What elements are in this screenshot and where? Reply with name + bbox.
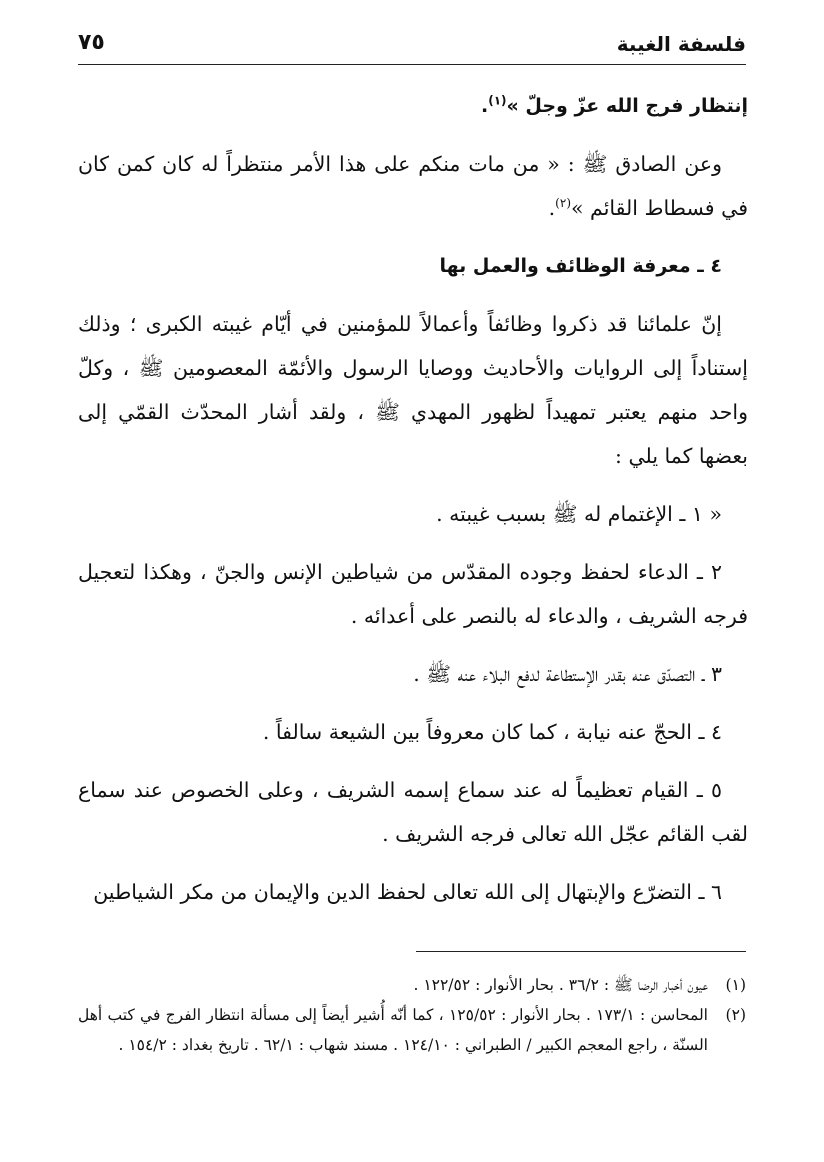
footnote-ref-2[interactable]: (٢) <box>555 196 571 211</box>
list-item-3: ٣ ـ التصدّق عنه بقدر الإستطاعة لدفع البلاء عنه ﷺ . <box>413 662 722 686</box>
page-number: ٧٥ <box>78 30 105 55</box>
running-header <box>78 28 746 64</box>
footnote-divider <box>416 951 746 952</box>
footnote-2 <box>78 1000 746 1060</box>
list-item-5: ٥ ـ القيام تعظيماً له عند سماع إسمه الشريف ، وعلى الخصوص عند سماع لقب القائم عجّل الله تعالى فرجه الشريف . <box>78 778 748 846</box>
footnotes <box>78 970 746 1060</box>
header-divider <box>78 64 746 65</box>
main-text <box>78 84 748 914</box>
footnote-number: (١) <box>725 976 746 994</box>
list-item-2: ٢ ـ الدعاء لحفظ وجوده المقدّس من شياطين الإنس والجنّ ، وهكذا لتعجيل فرجه الشريف ، والدعاء له بالنصر على أعدائه . <box>78 560 748 628</box>
running-title: فلسفة الغيبة <box>616 32 746 56</box>
footnote-number: (٢) <box>725 1006 746 1024</box>
list-item-1: « ١ ـ الإغتمام له ﷺ بسبب غيبته . <box>436 502 722 526</box>
section-heading: ٤ ـ معرفة الوظائف والعمل بها <box>439 255 722 277</box>
list-item-6: ٦ ـ التضرّع والإبتهال إلى الله تعالى لحفظ الدين والإيمان من مكر الشياطين <box>93 880 722 904</box>
footnote-ref-1[interactable]: (١) <box>488 93 507 108</box>
footnote-text: عيون أخبار الرضا ﷺ : ٣٦/٢ . بحار الأنوار : ١٢٢/٥٢ . <box>413 976 708 994</box>
hadith-paragraph: وعن الصادق ﷺ : « من مات منكم على هذا الأمر منتظراً له كان كمن كان في فسطاط القائم »$^{(٢)}$. <box>78 152 748 220</box>
list-item-4: ٤ ـ الحجّ عنه نيابة ، كما كان معروفاً بين الشيعة سالفاً . <box>262 720 722 744</box>
footnote-1 <box>78 970 746 1000</box>
intro-paragraph: إنّ علمائنا قد ذكروا وظائفاً وأعمالاً للمؤمنين في أيّام غيبته الكبرى ؛ وذلك إستناداً إلى الروايات والأحاديث ووصايا الرسول والأئمّة المعصومين ﷺ ، وكلّ واحد منهم يعتبر تمهيداً لظهور المهدي ﷺ ، ولقد أشار المحدّث القمّي إلى بعضها كما يلي : <box>78 312 748 468</box>
footnote-text: المحاسن : ١٧٣/١ . بحار الأنوار : ١٢٥/٥٢ ، كما أنّه أُشير أيضاً إلى مسألة انتظار الفرج في كتب أهل السنّة ، راجع المعجم الكبير / الطبراني : ١٢٤/١٠ . مسند شهاب : ٦٢/١ . تاريخ بغداد : ١٥٤/٢ . <box>78 1006 708 1054</box>
paragraph-continuation: إنتظار فرج الله عزّ وجلّ »$^{(١)}$. <box>481 93 748 117</box>
